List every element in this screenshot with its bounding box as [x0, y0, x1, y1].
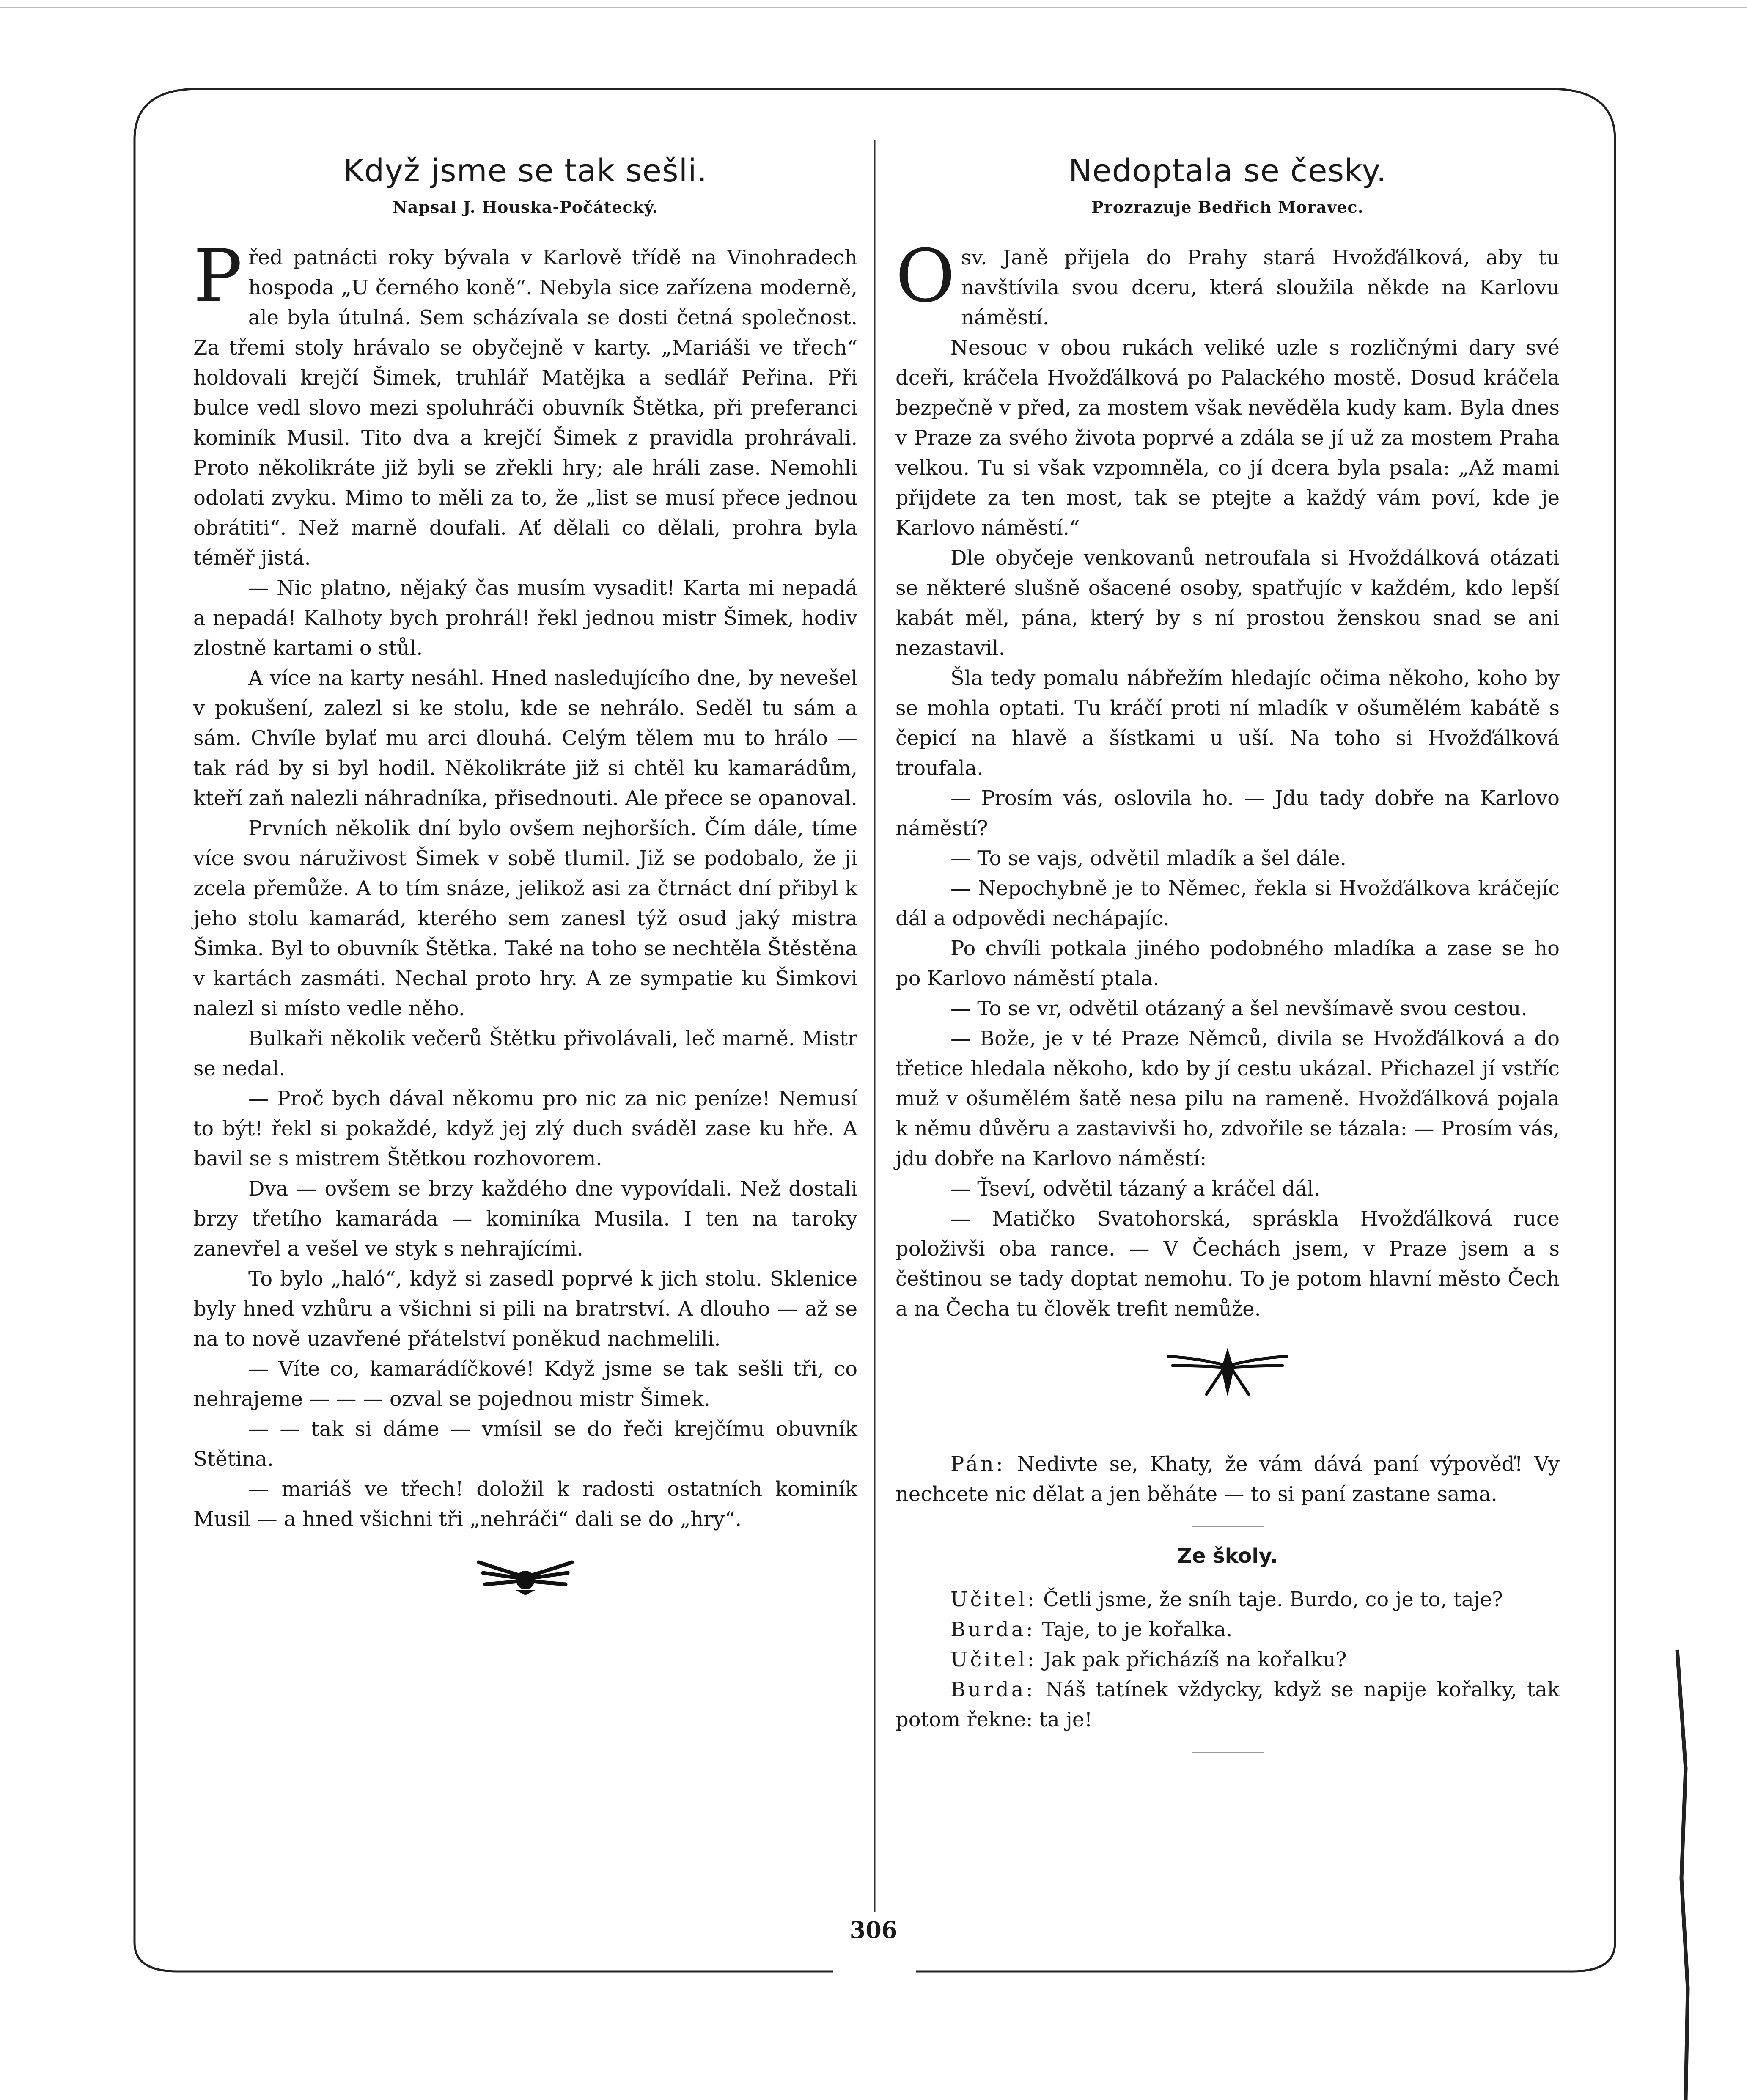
joke-pan-speaker: Pán:: [950, 1452, 1005, 1476]
separator-rule-end: [1192, 1752, 1264, 1753]
school-text: Náš tatínek vždycky, když se napije kořalky, tak potom řekne: ta je!: [895, 1677, 1560, 1732]
right-article: [895, 152, 1560, 1770]
school-speaker: Burda:: [950, 1677, 1036, 1701]
left-paragraph: — — tak si dáme — vmísil se do řeči krejčímu obuvník Stětina.: [193, 1417, 857, 1471]
right-paragraph: Nesouc v obou rukách veliké uzle s rozličnými dary své dceři, kráčela Hvožďálková po Palackého mostě. Dosud kráčela bezpečně v před, za mostem však nevěděla kudy kam. Byla dnes v Praze za svého života poprvé a zdála se jí už za mostem Praha velkou. Tu si však vzpomněla, co jí dcera byla psala: „Až mami přijdete za ten most, tak se ptejte a každý vám poví, kde je Karlovo náměstí.“: [895, 335, 1560, 540]
right-paragraph: — Bože, je v té Praze Němců, divila se Hvožďálková a do třetice hledala někoho, kdo by jí cestu ukázal. Přichazel jí vstříc muž v ošumělém šatě nesa pilu na rameně. Hvožďálková pojala k němu důvěru a zastavivši ho, zdvořile se tázala: — Prosím vás, jdu dobře na Karlovo náměstí:: [895, 1026, 1560, 1171]
frame-corner-bottom-left: [135, 1943, 178, 1971]
left-paragraph: — Víte co, kamarádíčkové! Když jsme se tak sešli tři, co nehrajeme — — — ozval se pojednou mistr Šimek.: [193, 1357, 857, 1411]
school-speaker: Učitel:: [950, 1587, 1037, 1611]
left-paragraph-0-text: řed patnácti roky bývala v Karlově třídě na Vinohradech hospoda „U černého koně“. Nebyla sice zařízena moderně, ale byla útulná. Sem scházívala se dosti četná společnost. Za třemi stoly hrávalo se obyčejně v karty. „Mariáši ve třech“ holdovali krejčí Šimek, truhlář Matějka a sedlář Peřina. Při bulce vedl slovo mezi spoluhráči obuvník Štětka, při preferanci kominík Musil. Tito dva a krejčí Šimek z pravidla prohrávali. Proto několikráte již byli se zřekli hry; ale hráli zase. Nemohli odolati zvyku. Mimo to měli za to, že „list se musí přece jednou obrátiti“. Než marně doufali. Ať dělali co dělali, prohra byla téměř jistá.: [193, 245, 857, 570]
right-paragraph: — To se vajs, odvětil mladík a šel dále.: [950, 846, 1346, 870]
ornament-arrowburst-icon: [1164, 1339, 1291, 1399]
school-speaker: Burda:: [950, 1617, 1036, 1641]
school-line: [895, 1585, 1560, 1615]
separator-rule: [1192, 1526, 1264, 1527]
right-paragraph: — Nepochybně je to Němec, řekla si Hvožďálkova kráčejíc dál a odpovědi nechápajíc.: [895, 876, 1560, 930]
left-article-byline: Napsal J. Houska-Počátecký.: [393, 197, 658, 217]
right-paragraph-0-text: sv. Janě přijela do Prahy stará Hvožďálková, aby tu navštívila svou dceru, která sloužila někde na Karlovu náměstí.: [961, 245, 1560, 330]
right-article-title: Nedoptala se česky.: [1068, 153, 1387, 189]
joke-pan-text: Nedivte se, Khaty, že vám dává paní výpověď! Vy nechcete nic dělat a jen běháte — to si paní zastane sama.: [895, 1452, 1560, 1506]
left-paragraph: A více na karty nesáhl. Hned nasledujícího dne, by nevešel v pokušení, zalezl si ke stolu, kde se nehrálo. Seděl tu sám a sám. Chvíle bylať mu arci dlouhá. Celým tělem mu to hrálo — tak rád by si byl hodil. Několikráte již si chtěl ku kamarádům, kteří zaň nalezli náhradníka, přisednouti. Ale přece se opanoval.: [193, 666, 857, 810]
left-paragraph: Dva — ovšem se brzy každého dne vypovídali. Než dostali brzy třetího kamaráda — kominíka Musila. I ten na taroky zanevřel a vešel ve styk s nehrajícími.: [193, 1176, 857, 1261]
ornament-sunburst-icon: [475, 1550, 576, 1596]
school-speaker: Učitel:: [950, 1647, 1037, 1671]
left-paragraph-0: [193, 233, 857, 573]
school-text: Taje, to je kořalka.: [1041, 1617, 1233, 1641]
left-paragraph: Prvních několik dní bylo ovšem nejhorších. Čím dále, tíme více svou náruživost Šimek v sobě tlumil. Již se podobalo, že ji zcela přemůže. A to tím snáze, jelikož asi za čtrnáct dní přibyl k jeho stolu kamarád, kterého sem zanesl týž osud jaký mistra Šimka. Byl to obuvník Štětka. Také na toho se nechtěla Štěstěna v kartách zasmáti. Nechal proto hry. A ze sympatie ku Šimkovi nalezl si místo vedle něho.: [193, 816, 857, 1020]
right-paragraph: Dle obyčeje venkovanů netroufala si Hvoždálková otázati se některé slušně ošacené osoby, spatřujíc v každém, kdo lepší kabát měl, pána, který by s ní prostou ženskou snad se ani nezastavil.: [895, 546, 1560, 660]
right-paragraph-0: [895, 233, 1560, 333]
left-paragraph: To bylo „haló“, když si zasedl poprvé k jich stolu. Sklenice byly hned vzhůru a všichni si pili na bratrství. A dlouho — až se na to nově uzavřené přátelství poněkud nachmelili.: [193, 1267, 857, 1351]
school-line: [895, 1615, 1560, 1645]
right-drop-cap: O: [895, 233, 956, 319]
left-paragraph: — Nic platno, nějaký čas musím vysadit! Karta mi nepadá a nepadá! Kalhoty bych prohrál! řekl jednou mistr Šimek, hodiv zlostně kartami o stůl.: [193, 576, 857, 660]
school-heading: Ze školy.: [1177, 1544, 1278, 1568]
left-drop-cap: P: [193, 233, 242, 319]
right-paragraph: — To se vr, odvětil otázaný a šel nevšímavě svou cestou.: [950, 996, 1527, 1020]
school-line: [895, 1645, 1560, 1675]
left-paragraph: Bulkaři několik večerů Štětku přivolávali, leč marně. Mistr se nedal.: [193, 1026, 857, 1080]
right-paragraph: — Ťseví, odvětil tázaný a kráčel dál.: [950, 1176, 1320, 1201]
right-paragraph: Šla tedy pomalu nábřežím hledajíc očima někoho, koho by se mohla optati. Tu kráčí proti ní mladík v ošumělém kabátě s čepicí na hlavě a šístkami u uší. Na toho si Hvožďálková troufala.: [895, 666, 1560, 780]
school-line: [895, 1675, 1560, 1735]
left-article: [193, 152, 857, 1596]
binding-edge: [1677, 1650, 1688, 2100]
school-text: Jak pak přicházíš na kořalku?: [1043, 1647, 1347, 1671]
page-number: 306: [844, 1916, 903, 1943]
right-article-byline: Prozrazuje Bedřich Moravec.: [1091, 197, 1364, 217]
left-paragraph: — Proč bych dával někomu pro nic za nic peníze! Nemusí to být! řekl si pokaždé, když jej zlý duch sváděl zase ku hře. A bavil se s mistrem Štětkou rozhovorem.: [193, 1086, 857, 1171]
joke-pan: [895, 1449, 1560, 1509]
school-text: Četli jsme, že sníh taje. Burdo, co je to, taje?: [1043, 1587, 1503, 1611]
right-paragraph: — Prosím vás, oslovila ho. — Jdu tady dobře na Karlovo náměstí?: [895, 786, 1560, 840]
left-paragraph: — mariáš ve třech! doložil k radosti ostatních kominík Musil — a hned všichni tři „nehráči“ dali se do „hry“.: [193, 1477, 857, 1531]
frame-corner-bottom-right: [1572, 1943, 1615, 1971]
right-paragraph: — Matičko Svatohorská, spráskla Hvožďálková ruce položivši oba rance. — V Čechách jsem, v Praze jsem a s češtinou se tady doptat nemohu. To je potom hlavní město Čech a na Čecha tu člověk trefit nemůže.: [895, 1207, 1560, 1321]
right-paragraph: Po chvíli potkala jiného podobného mladíka a zase se ho po Karlovo náměstí ptala.: [895, 936, 1560, 990]
left-article-title: Když jsme se tak sešli.: [343, 153, 708, 189]
